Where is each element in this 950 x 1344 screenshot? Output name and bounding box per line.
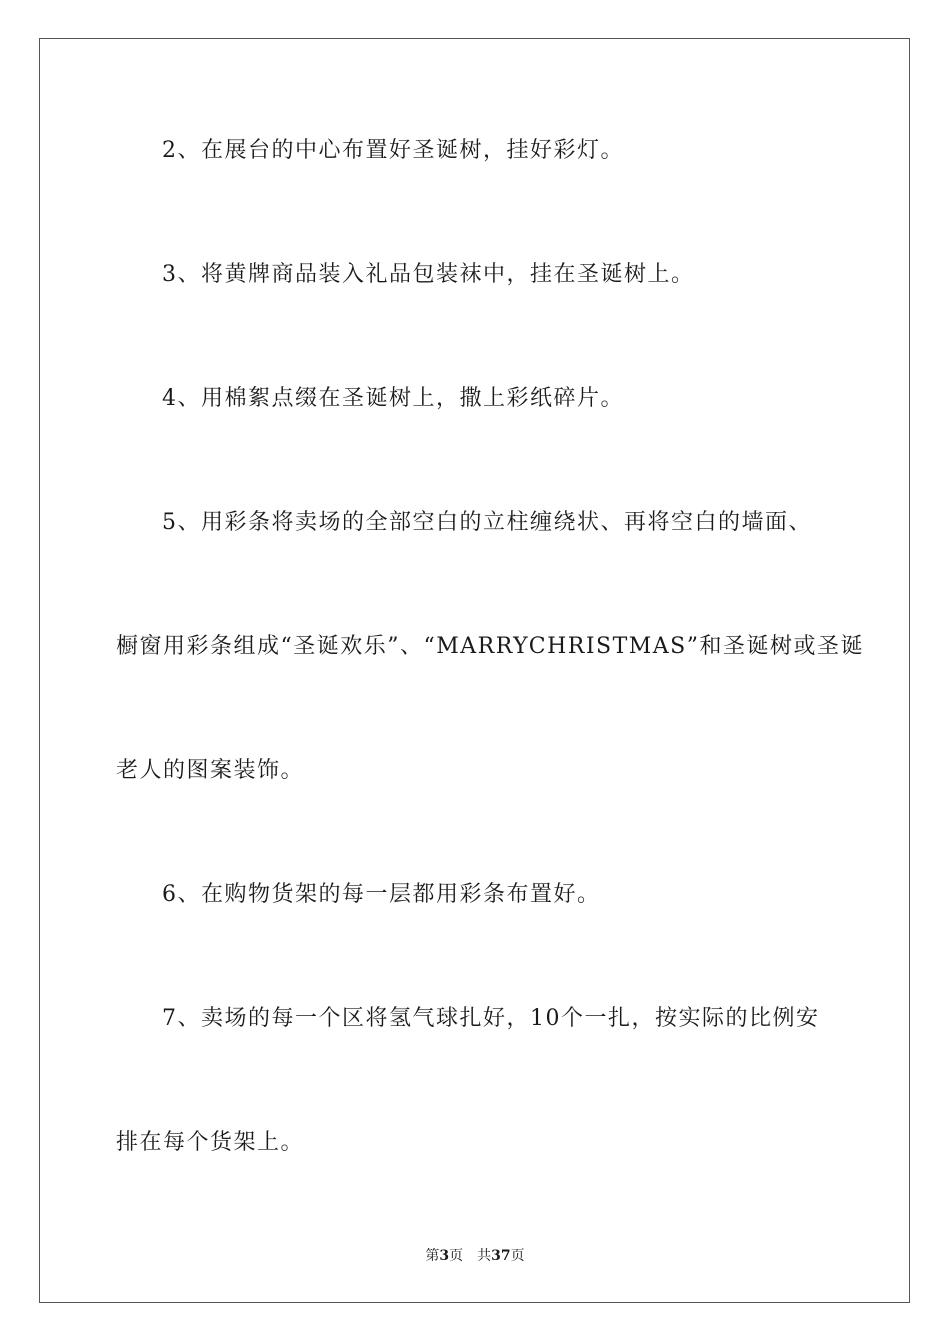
paragraph-5-line-1: 5、用彩条将卖场的全部空白的立柱缠绕状、再将空白的墙面、 [162, 510, 812, 535]
page-number: 3 [439, 1248, 450, 1264]
paragraph-2: 2、在展台的中心布置好圣诞树，挂好彩灯。 [162, 138, 624, 163]
page-prefix: 第 [425, 1248, 440, 1264]
paragraph-4: 4、用棉絮点缀在圣诞树上，撒上彩纸碎片。 [162, 386, 624, 411]
paragraph-3: 3、将黄牌商品装入礼品包装袜中，挂在圣诞树上。 [162, 262, 695, 287]
paragraph-7-line-2: 排在每个货架上。 [116, 1130, 305, 1155]
total-prefix: 共 [477, 1248, 492, 1264]
paragraph-6: 6、在购物货架的每一层都用彩条布置好。 [162, 882, 601, 907]
page-footer [0, 1246, 950, 1266]
paragraph-5-line-2: 橱窗用彩条组成“圣诞欢乐”、“MARRYCHRISTMAS”和圣诞树或圣诞 [116, 634, 864, 659]
total-suffix: 页 [510, 1248, 525, 1264]
total-pages: 37 [491, 1248, 511, 1264]
page-suffix: 页 [449, 1248, 464, 1264]
paragraph-7-line-1: 7、卖场的每一个区将氢气球扎好，10个一扎，按实际的比例安 [162, 1006, 820, 1031]
paragraph-5-line-3: 老人的图案装饰。 [116, 758, 305, 783]
page-border [39, 38, 910, 1303]
